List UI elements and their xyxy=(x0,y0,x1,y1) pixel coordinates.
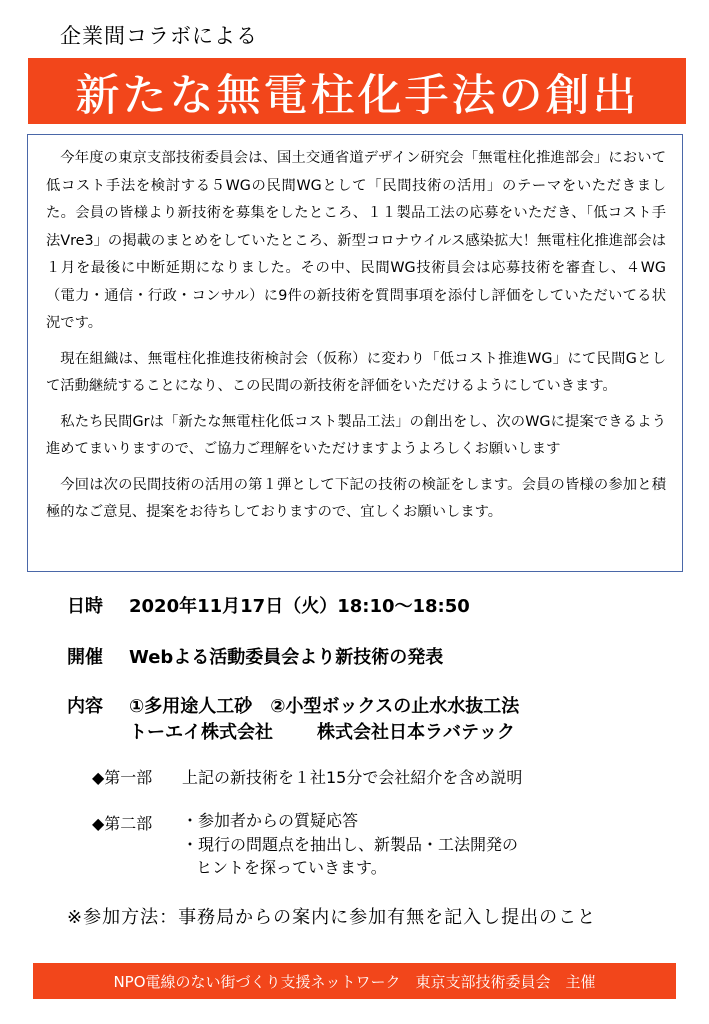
content-row xyxy=(67,692,519,718)
part-2 xyxy=(92,811,182,834)
page-title: 新たな無電柱化手法の創出 xyxy=(75,70,639,121)
part-2-bullet-2-continued: ヒントを探っていきます。 xyxy=(196,858,387,877)
tech-2: ②小型ボックスの止水水抜工法 xyxy=(270,696,520,717)
part-2-label: ◆第二部 xyxy=(92,814,153,833)
intro-paragraph-1: 今年度の東京支部技術委員会は、国土交通省道デザイン研究会「無電柱化推進部会」において低コスト手法を検討する５WGの民間WGとして「民間技術の活用」のテーマをいただきました。会員の皆様より新技術を募集をしたところ、１１製品工法の応募をいただき、「低コスト手法Vre3」の掲載のまとめをしていたところ、新型コロナウイルス感染拡大！無電柱化推進部会は１月を最後に中断延期になりました。その中、民間WG技術員会は応募技術を審査し、４WG（電力・通信・行政・コンサル）に9件の新技術を質問事項を添付し評価をしていただいてる状況です。 xyxy=(46,150,666,331)
intro-paragraph-4: 今回は次の民間技術の活用の第１弾として下記の技術の検証をします。会員の皆様の参加と積極的なご意見、提案をお待ちしておりますので、宜しくお願いします。 xyxy=(46,476,666,520)
tech-1: ①多用途人工砂 xyxy=(129,696,253,717)
part-2-bullet-1: ・参加者からの質疑応答 xyxy=(182,811,359,830)
content-label: 内容 xyxy=(67,696,103,717)
venue-value: Webよる活動委員会より新技術の発表 xyxy=(129,647,444,668)
company-1: トーエイ株式会社 xyxy=(129,722,273,743)
intro-paragraph-2: 現在組織は、無電柱化推進技術検討会（仮称）に変わり「低コスト推進WG」にて民間Gとして活動継続することになり、この民間の新技術を評価をいただけるようにしていきます。 xyxy=(46,350,666,394)
part-1 xyxy=(92,765,522,788)
venue-row xyxy=(67,643,443,669)
title-banner xyxy=(28,58,686,124)
date-label: 日時 xyxy=(67,596,103,617)
intro-paragraph-3: 私たち民間Grは「新たな無電柱化低コスト製品工法」の創出をし、次のWGに提案できるよう進めてまいりますので、ご協力ご理解をいただけますようよろしくお願いします xyxy=(46,413,666,457)
footer-banner xyxy=(33,963,676,999)
part-2-bullet-2: ・現行の問題点を抽出し、新製品・工法開発の xyxy=(182,835,519,854)
venue-label: 開催 xyxy=(67,647,103,668)
intro-box xyxy=(27,134,683,572)
date-value: 2020年11月17日（火）18:10～18:50 xyxy=(129,596,470,617)
part-1-label: ◆第一部 xyxy=(92,768,153,787)
participation-note: ※参加方法：事務局からの案内に参加有無を記入し提出のこと xyxy=(67,907,597,928)
company-row xyxy=(129,718,515,744)
date-row xyxy=(67,592,470,618)
part-1-text: 上記の新技術を１社15分で会社紹介を含め説明 xyxy=(182,768,523,787)
company-2: 株式会社日本ラバテック xyxy=(317,722,515,743)
page-subtitle: 企業間コラボによる xyxy=(60,24,258,48)
footer-text: NPO電線のない街づくり支援ネットワーク 東京支部技術委員会 主催 xyxy=(113,972,596,991)
